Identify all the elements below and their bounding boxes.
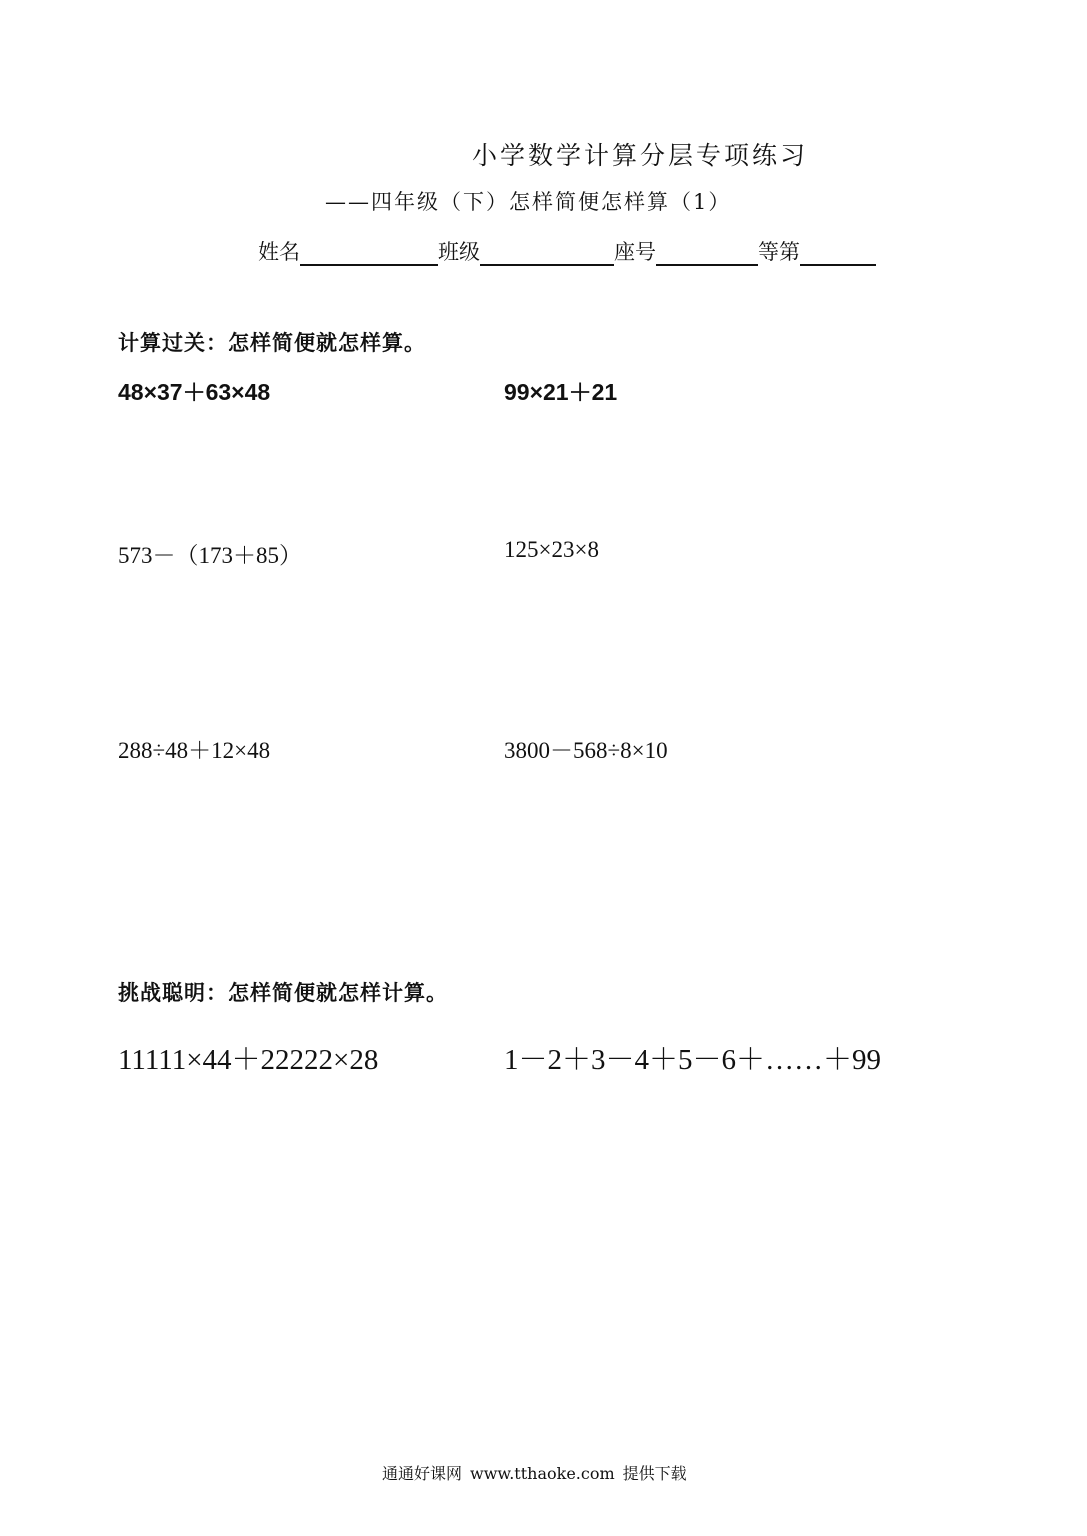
footer-site-name: 通通好课网 [382,1464,463,1483]
class-label: 班级 [438,240,480,264]
footer-url[interactable]: www.tthaoke.com [470,1464,615,1483]
problem-1: 48×37＋63×48 [118,379,271,405]
seat-label: 座号 [614,240,656,264]
problem-2: 99×21＋21 [504,379,618,405]
page-subtitle: ——四年级（下）怎样简便怎样算（1） [325,190,732,214]
page-title: 小学数学计算分层专项练习 [472,141,809,170]
student-info-row [258,238,876,266]
footer-note: 提供下载 [622,1464,687,1483]
challenge-problem-1: 11111×44＋22222×28 [118,1044,379,1076]
grade-label: 等第 [758,240,800,264]
seat-blank[interactable] [656,238,758,266]
challenge-problem-2: 1－2＋3－4＋5－6＋……＋99 [504,1044,882,1076]
section-heading-basic: 计算过关：怎样简便就怎样算。 [118,330,426,355]
problem-4: 125×23×8 [504,537,599,562]
section-heading-challenge: 挑战聪明：怎样简便就怎样计算。 [118,980,448,1005]
footer [382,1461,695,1484]
problem-3: 573－（173＋85） [118,543,302,568]
class-blank[interactable] [480,238,614,266]
name-blank[interactable] [300,238,438,266]
problem-5: 288÷48＋12×48 [118,738,271,763]
problem-6: 3800－568÷8×10 [504,738,668,763]
grade-blank[interactable] [800,238,876,266]
name-label: 姓名 [258,240,300,264]
